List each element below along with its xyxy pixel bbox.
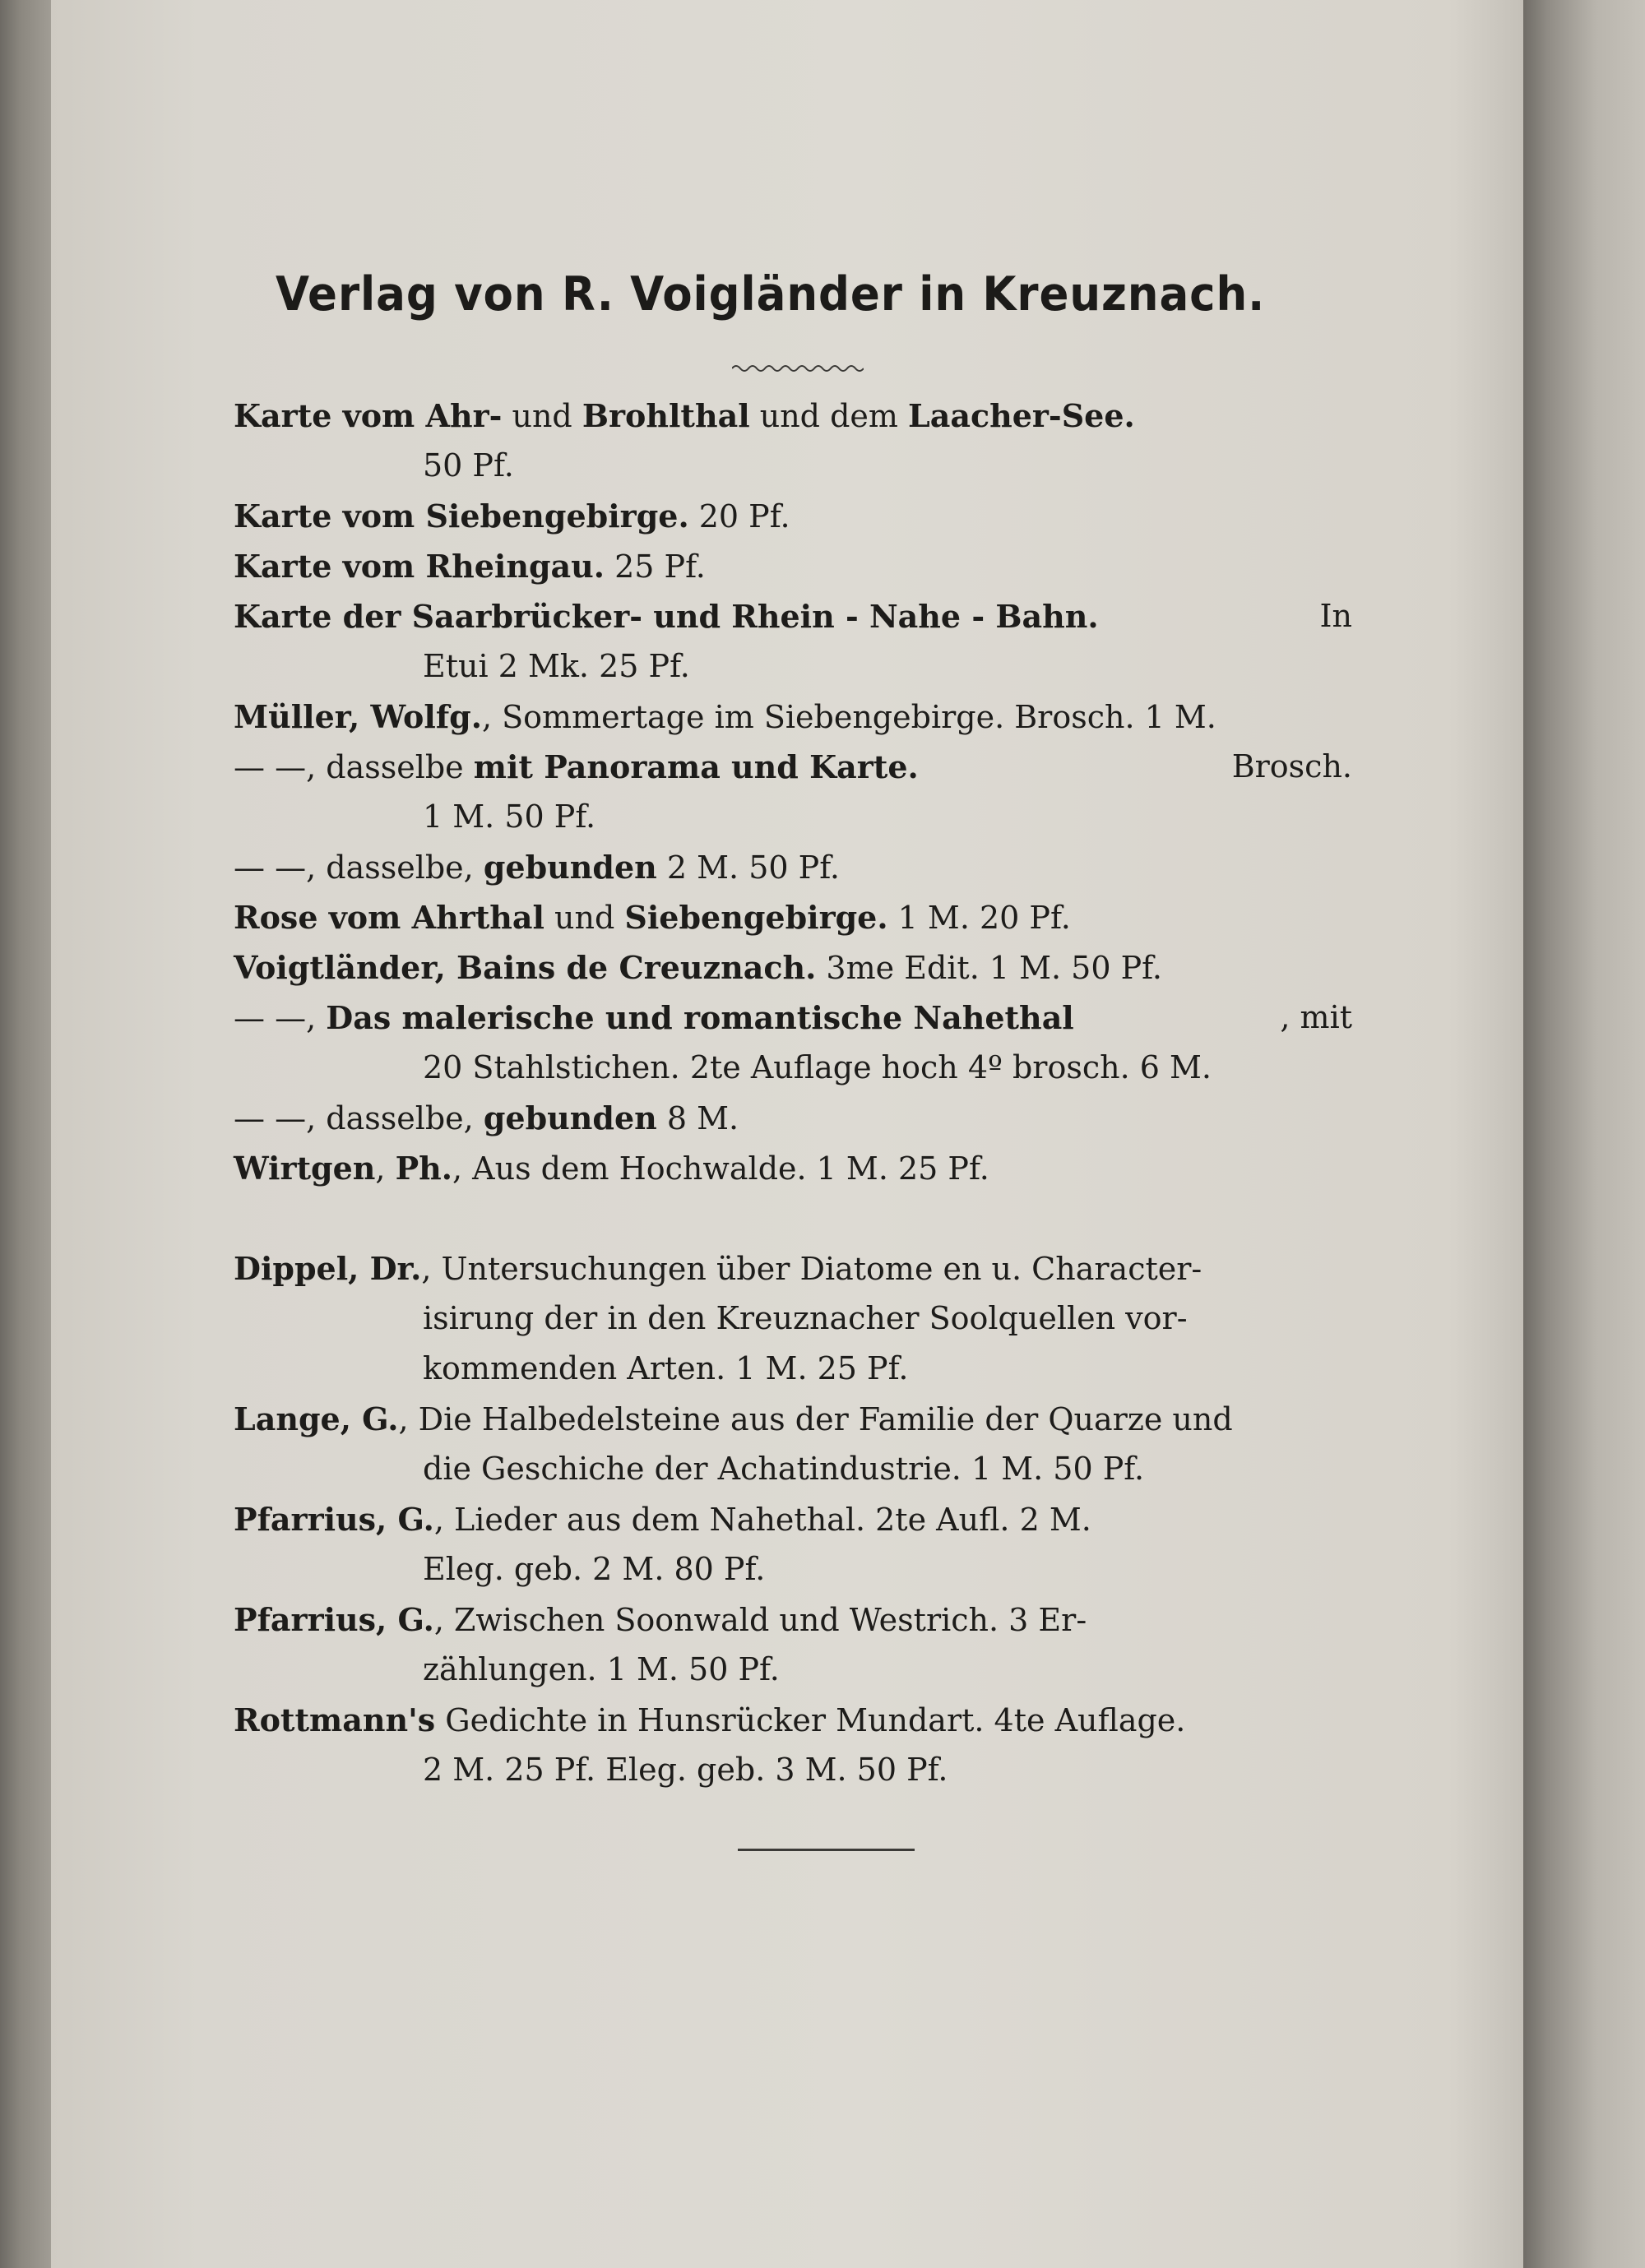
catalog-entry	[234, 1595, 1352, 1645]
entry-text: Gedichte in Hunsrücker Mundart. 4te Auflage.	[435, 1702, 1186, 1738]
entry-text: , Sommertage im Siebengebirge. Brosch. 1 M.	[481, 699, 1216, 735]
catalog-entry	[234, 1093, 1352, 1143]
entry-text: , Zwischen Soonwald und Westrich. 3 Er-	[433, 1602, 1087, 1638]
entry-continuation: isirung der in den Kreuznacher Soolquellen vor-	[423, 1300, 1188, 1336]
entry-text: 3me Edit. 1 M. 50 Pf.	[816, 950, 1162, 986]
entry-text: und	[544, 900, 625, 936]
entry-text: , Aus dem Hochwalde. 1 M. 25 Pf.	[452, 1150, 989, 1187]
entry-continuation: zählungen. 1 M. 50 Pf.	[423, 1651, 780, 1687]
entry-bold: Rose vom Ahrthal	[234, 899, 544, 936]
entry-text: — —,	[234, 1000, 327, 1036]
entry-continuation: 20 Stahlstichen. 2te Auflage hoch 4º brosch. 6 M.	[423, 1049, 1212, 1085]
catalog-entry	[234, 491, 1352, 541]
entry-bold: Laacher-See.	[908, 397, 1135, 434]
catalog-entry	[234, 993, 1352, 1043]
entry-bold: Voigtländer, Bains de Creuznach.	[234, 949, 817, 986]
entry-continuation: kommenden Arten. 1 M. 25 Pf.	[423, 1350, 909, 1386]
catalog-entry	[234, 842, 1352, 892]
entry-text: 1 M. 20 Pf.	[887, 900, 1071, 936]
entry-bold: mit Panorama und Karte.	[473, 748, 919, 785]
catalog-entry	[234, 892, 1352, 942]
entry-bold: Siebengebirge.	[624, 899, 888, 936]
catalog-entry	[234, 742, 1352, 792]
entry-text: , Die Halbedelsteine aus der Familie der Quarze und	[398, 1401, 1233, 1437]
entry-text: , Untersuchungen über Diatome en u. Character-	[421, 1251, 1202, 1287]
entry-text: und	[502, 398, 582, 434]
entry-continuation: 1 M. 50 Pf.	[423, 798, 596, 835]
bottom-rule	[738, 1849, 915, 1851]
catalog-entry	[234, 591, 1352, 641]
page-left-edge	[0, 0, 51, 2268]
entry-text: Brosch.	[1231, 748, 1352, 785]
catalog-entry	[234, 1143, 1352, 1193]
catalog-list	[234, 391, 1352, 1795]
entry-text: — —, dasselbe,	[234, 1100, 484, 1136]
entry-continuation: 2 M. 25 Pf. Eleg. geb. 3 M. 50 Pf.	[423, 1752, 948, 1788]
entry-bold: Ph.	[395, 1150, 453, 1187]
entry-bold: Rottmann's	[234, 1701, 436, 1738]
entry-continuation: 50 Pf.	[423, 447, 514, 484]
catalog-entry	[234, 541, 1352, 591]
publisher-heading: Verlag von R. Voigländer in Kreuznach.	[276, 267, 1266, 322]
page-right-strip	[1523, 0, 1645, 2268]
catalog-entry	[234, 1243, 1352, 1294]
entry-bold: Karte der Saarbrücker- und Rhein - Nahe - Bahn.	[234, 598, 1099, 635]
entry-text: — —, dasselbe,	[234, 849, 484, 886]
catalog-entry	[234, 692, 1352, 742]
catalog-entry	[234, 391, 1352, 441]
ornament-swash	[732, 360, 864, 377]
catalog-entry	[234, 942, 1352, 993]
entry-bold: gebunden	[483, 849, 657, 886]
catalog-entry	[234, 1494, 1352, 1544]
entry-bold: Karte vom Rheingau.	[234, 548, 605, 585]
entry-text: 20 Pf.	[688, 498, 790, 535]
entry-text: — —, dasselbe	[234, 749, 474, 785]
catalog-entry	[234, 1695, 1352, 1745]
entry-bold: Wirtgen	[234, 1150, 376, 1187]
entry-text: ,	[375, 1150, 396, 1187]
entry-bold: Müller, Wolfg.	[234, 698, 482, 735]
entry-continuation: Etui 2 Mk. 25 Pf.	[423, 648, 690, 684]
entry-bold: Karte vom Ahr-	[234, 397, 503, 434]
entry-bold: Das malerische und romantische Nahethal	[326, 999, 1074, 1036]
entry-bold: Dippel, Dr.	[234, 1250, 422, 1287]
entry-bold: Lange, G.	[234, 1400, 399, 1437]
entry-text: , Lieder aus dem Nahethal. 2te Aufl. 2 M.	[433, 1502, 1091, 1538]
entry-bold: Karte vom Siebengebirge.	[234, 498, 689, 535]
entry-text: und dem	[749, 398, 908, 434]
catalog-entry	[234, 1394, 1352, 1444]
entry-text: In	[1319, 598, 1352, 634]
entry-text: 8 M.	[656, 1100, 739, 1136]
entry-bold: Brohlthal	[582, 397, 750, 434]
entry-text: , mit	[1280, 999, 1352, 1035]
entry-continuation: die Geschiche der Achatindustrie. 1 M. 50 Pf.	[423, 1451, 1145, 1487]
entry-bold: gebunden	[483, 1099, 657, 1136]
entry-bold: Pfarrius, G.	[234, 1501, 434, 1538]
entry-text: 25 Pf.	[605, 548, 706, 585]
entry-continuation: Eleg. geb. 2 M. 80 Pf.	[423, 1551, 766, 1587]
entry-text: 2 M. 50 Pf.	[656, 849, 840, 886]
entry-bold: Pfarrius, G.	[234, 1601, 434, 1638]
section-separator	[234, 1193, 1352, 1243]
